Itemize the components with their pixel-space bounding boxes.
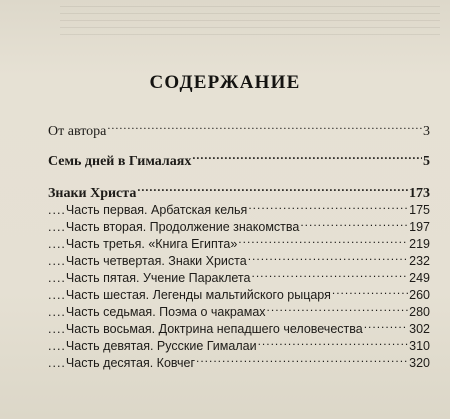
toc-part-5 [48, 269, 430, 285]
part-prefix: .... [48, 270, 66, 285]
toc-part-6 [48, 286, 430, 302]
toc-part-title [48, 237, 237, 251]
toc-part-page: 302 [409, 321, 430, 336]
part-label: Часть пятая. Учение Параклета [65, 270, 251, 285]
toc-entry-page: 5 [423, 154, 430, 169]
toc-part-page: 219 [409, 236, 430, 251]
dot-leader [332, 286, 408, 299]
bleed-through-text [60, 0, 440, 40]
toc-part-page: 232 [409, 253, 430, 268]
toc-entry-signs-of-christ [48, 183, 430, 202]
toc-part-page: 249 [409, 270, 430, 285]
dot-leader [192, 151, 422, 165]
toc-part-4 [48, 252, 430, 268]
toc-part-title [48, 220, 299, 234]
part-prefix: .... [48, 219, 66, 234]
toc-entry-page: 173 [409, 186, 430, 201]
part-label: Часть третья. «Книга Египта» [65, 236, 238, 251]
dot-leader [238, 235, 408, 248]
toc-part-10 [48, 354, 430, 370]
part-label: Часть четвертая. Знаки Христа [65, 253, 247, 268]
part-label: Часть первая. Арбатская келья [65, 202, 248, 217]
dot-leader [267, 303, 409, 316]
toc-part-title [48, 271, 250, 285]
dot-leader [248, 252, 408, 265]
toc-part-title [48, 356, 195, 370]
dot-leader [248, 201, 408, 214]
toc-part-title [48, 203, 247, 217]
toc-part-7 [48, 303, 430, 319]
part-prefix: .... [48, 253, 66, 268]
contents-heading: СОДЕРЖАНИЕ [149, 72, 301, 93]
toc-entry-title: Семь дней в Гималаях [48, 154, 192, 169]
dot-leader [251, 269, 408, 282]
part-prefix: .... [48, 338, 66, 353]
part-label: Часть восьмая. Доктрина непадшего человечества [65, 321, 363, 336]
part-label: Часть девятая. Русские Гималаи [65, 338, 257, 353]
toc-part-page: 310 [409, 338, 430, 353]
part-label: Часть вторая. Продолжение знакомства [65, 219, 300, 234]
part-prefix: .... [48, 202, 66, 217]
part-label: Часть десятая. Ковчег [65, 355, 196, 370]
toc-part-9 [48, 337, 430, 353]
toc-part-8 [48, 320, 430, 336]
part-prefix: .... [48, 321, 66, 336]
part-prefix: .... [48, 304, 66, 319]
toc-part-2 [48, 218, 430, 234]
toc-entry-page: 3 [423, 124, 430, 139]
toc-entry-author-note [48, 121, 430, 140]
dot-leader [258, 337, 409, 350]
toc-part-title [48, 305, 266, 319]
part-prefix: .... [48, 287, 66, 302]
dot-leader [364, 320, 408, 333]
part-label: Часть седьмая. Поэма о чакрамах [65, 304, 266, 319]
part-prefix: .... [48, 236, 66, 251]
dot-leader [300, 218, 408, 231]
part-prefix: .... [48, 355, 66, 370]
dot-leader [107, 121, 422, 135]
toc-part-title [48, 254, 247, 268]
toc-part-title [48, 288, 331, 302]
toc-part-1 [48, 201, 430, 217]
toc-part-page: 260 [409, 287, 430, 302]
dot-leader [137, 183, 408, 197]
toc-part-title [48, 322, 363, 336]
dot-leader [196, 354, 408, 367]
toc-entry-title: От автора [48, 124, 107, 139]
toc-entry-title: Знаки Христа [48, 186, 137, 201]
toc-part-page: 320 [409, 355, 430, 370]
toc-part-page: 197 [409, 219, 430, 234]
toc-entry-seven-days [48, 151, 430, 170]
part-label: Часть шестая. Легенды мальтийского рыцаря [65, 287, 331, 302]
toc-part-3 [48, 235, 430, 251]
toc-part-title [48, 339, 257, 353]
toc-part-page: 280 [409, 304, 430, 319]
toc-part-page: 175 [409, 202, 430, 217]
